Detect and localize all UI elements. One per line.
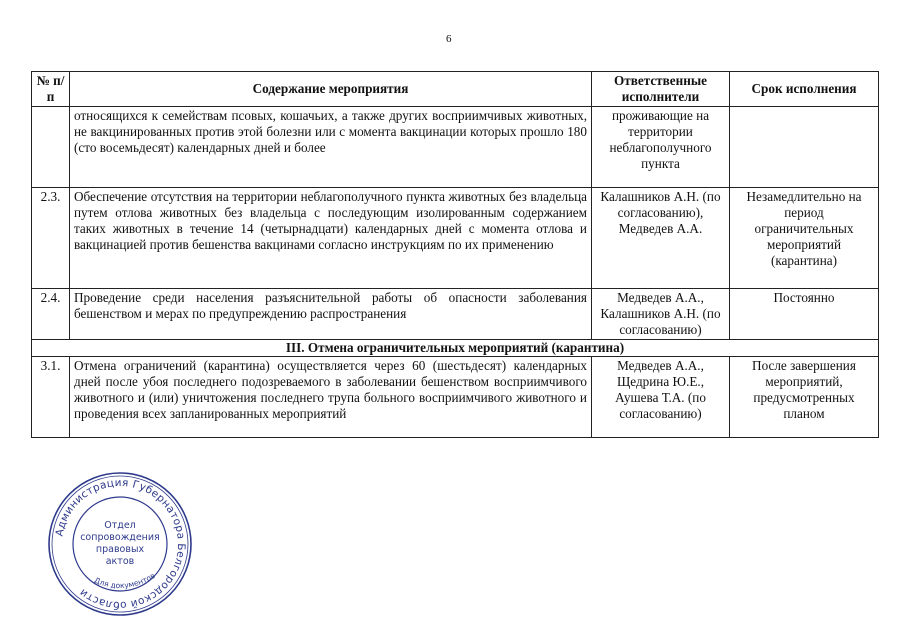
row-deadline: Постоянно <box>730 289 879 340</box>
stamp-line-3: правовых <box>95 544 145 555</box>
table-row <box>32 357 879 438</box>
row-responsible: Калашников А.Н. (по согласованию), Медведев А.А. <box>592 188 730 289</box>
row-responsible: Медведев А.А., Калашников А.Н. (по согласованию) <box>592 289 730 340</box>
table-row <box>32 107 879 188</box>
stamp-line-4: актов <box>105 556 135 567</box>
section-row <box>32 340 879 357</box>
header-deadline: Срок исполнения <box>730 72 879 107</box>
page-number: 6 <box>446 33 452 45</box>
stamp-bottom-text: Для документов <box>92 571 157 591</box>
row-deadline <box>730 107 879 188</box>
stamp-ring-text: Администрация Губернатора Белгородской области <box>53 476 188 612</box>
row-num: 3.1. <box>32 357 70 438</box>
row-responsible: проживающие на территории неблагополучного пункта <box>592 107 730 188</box>
header-content: Содержание мероприятия <box>70 72 592 107</box>
row-num <box>32 107 70 188</box>
row-content: Проведение среди населения разъяснительной работы об опасности заболевания бешенством и мерах по предупреждению распространения <box>70 289 592 340</box>
section-title: III. Отмена ограничительных мероприятий (карантина) <box>32 340 879 357</box>
stamp-line-1: Отдел <box>104 520 136 531</box>
office-stamp <box>46 470 194 618</box>
row-content: Отмена ограничений (карантина) осуществляется через 60 (шестьдесят) календарных дней после убоя последнего подозреваемого в заболевании бешенством восприимчивого животного и (или) уничтожения последнего трупа больного восприимчивого животного и проведения всех запланированных мероприятий <box>70 357 592 438</box>
stamp-line-2: сопровождения <box>80 532 160 543</box>
row-deadline: Незамедлительно на период ограничительных мероприятий (карантина) <box>730 188 879 289</box>
row-deadline: После завершения мероприятий, предусмотренных планом <box>730 357 879 438</box>
row-num: 2.3. <box>32 188 70 289</box>
row-content: относящихся к семействам псовых, кошачьих, а также других восприимчивых животных, не вакцинированных против этой болезни или с момента вакцинации которых прошло 180 (сто восемьдесят) календарных дней и более <box>70 107 592 188</box>
table-row <box>32 289 879 340</box>
table-header-row <box>32 72 879 107</box>
header-num: № п/п <box>32 72 70 107</box>
header-responsible: Ответственные исполнители <box>592 72 730 107</box>
row-num: 2.4. <box>32 289 70 340</box>
table-row <box>32 188 879 289</box>
row-content: Обеспечение отсутствия на территории неблагополучного пункта животных без владельца путем отлова животных без владельца с последующим изолированным содержанием таких животных в течение 14 (четырнадцати) календарных дней с момента отлова и вакцинацией против бешенства вакцинами согласно инструкциям по их применению <box>70 188 592 289</box>
measures-table <box>31 71 879 438</box>
row-responsible: Медведев А.А., Щедрина Ю.Е., Аушева Т.А. (по согласованию) <box>592 357 730 438</box>
